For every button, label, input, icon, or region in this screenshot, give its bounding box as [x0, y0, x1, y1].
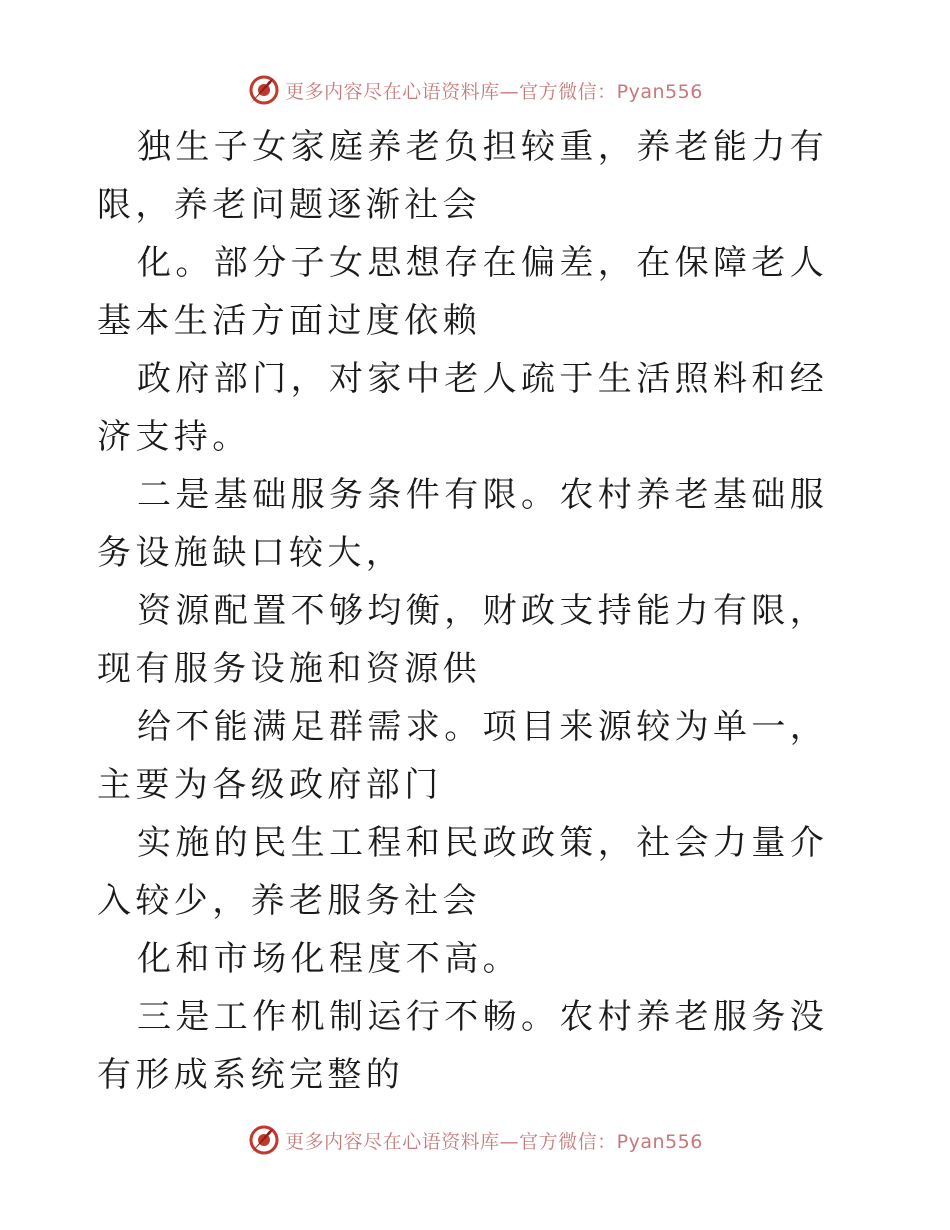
footer-banner-text: 更多内容尽在心语资料库—官方微信：Pyan556: [285, 1130, 703, 1153]
logo-icon: [247, 73, 281, 107]
header-banner-text: 更多内容尽在心语资料库—官方微信：Pyan556: [285, 80, 703, 103]
paragraph: 给不能满足群需求。项目来源较为单一，主要为各级政府部门: [97, 707, 829, 805]
header-banner: [0, 70, 950, 110]
paragraph: 三是工作机制运行不畅。农村养老服务没有形成系统完整的: [97, 997, 829, 1095]
paragraph: 化。部分子女思想存在偏差，在保障老人基本生活方面过度依赖: [97, 243, 829, 341]
paragraph: 独生子女家庭养老负担较重，养老能力有限，养老问题逐渐社会: [97, 127, 829, 225]
paragraph: 二是基础服务条件有限。农村养老基础服务设施缺口较大，: [97, 475, 829, 573]
paragraph: 资源配置不够均衡，财政支持能力有限，现有服务设施和资源供: [97, 591, 829, 689]
logo-icon: [247, 1123, 281, 1157]
paragraph: 化和市场化程度不高。: [137, 939, 521, 979]
paragraph: 政府部门，对家中老人疏于生活照料和经济支持。: [97, 359, 829, 457]
document-body: [97, 118, 857, 1104]
paragraph: 实施的民生工程和民政政策，社会力量介入较少，养老服务社会: [97, 823, 829, 921]
footer-banner: [0, 1120, 950, 1160]
